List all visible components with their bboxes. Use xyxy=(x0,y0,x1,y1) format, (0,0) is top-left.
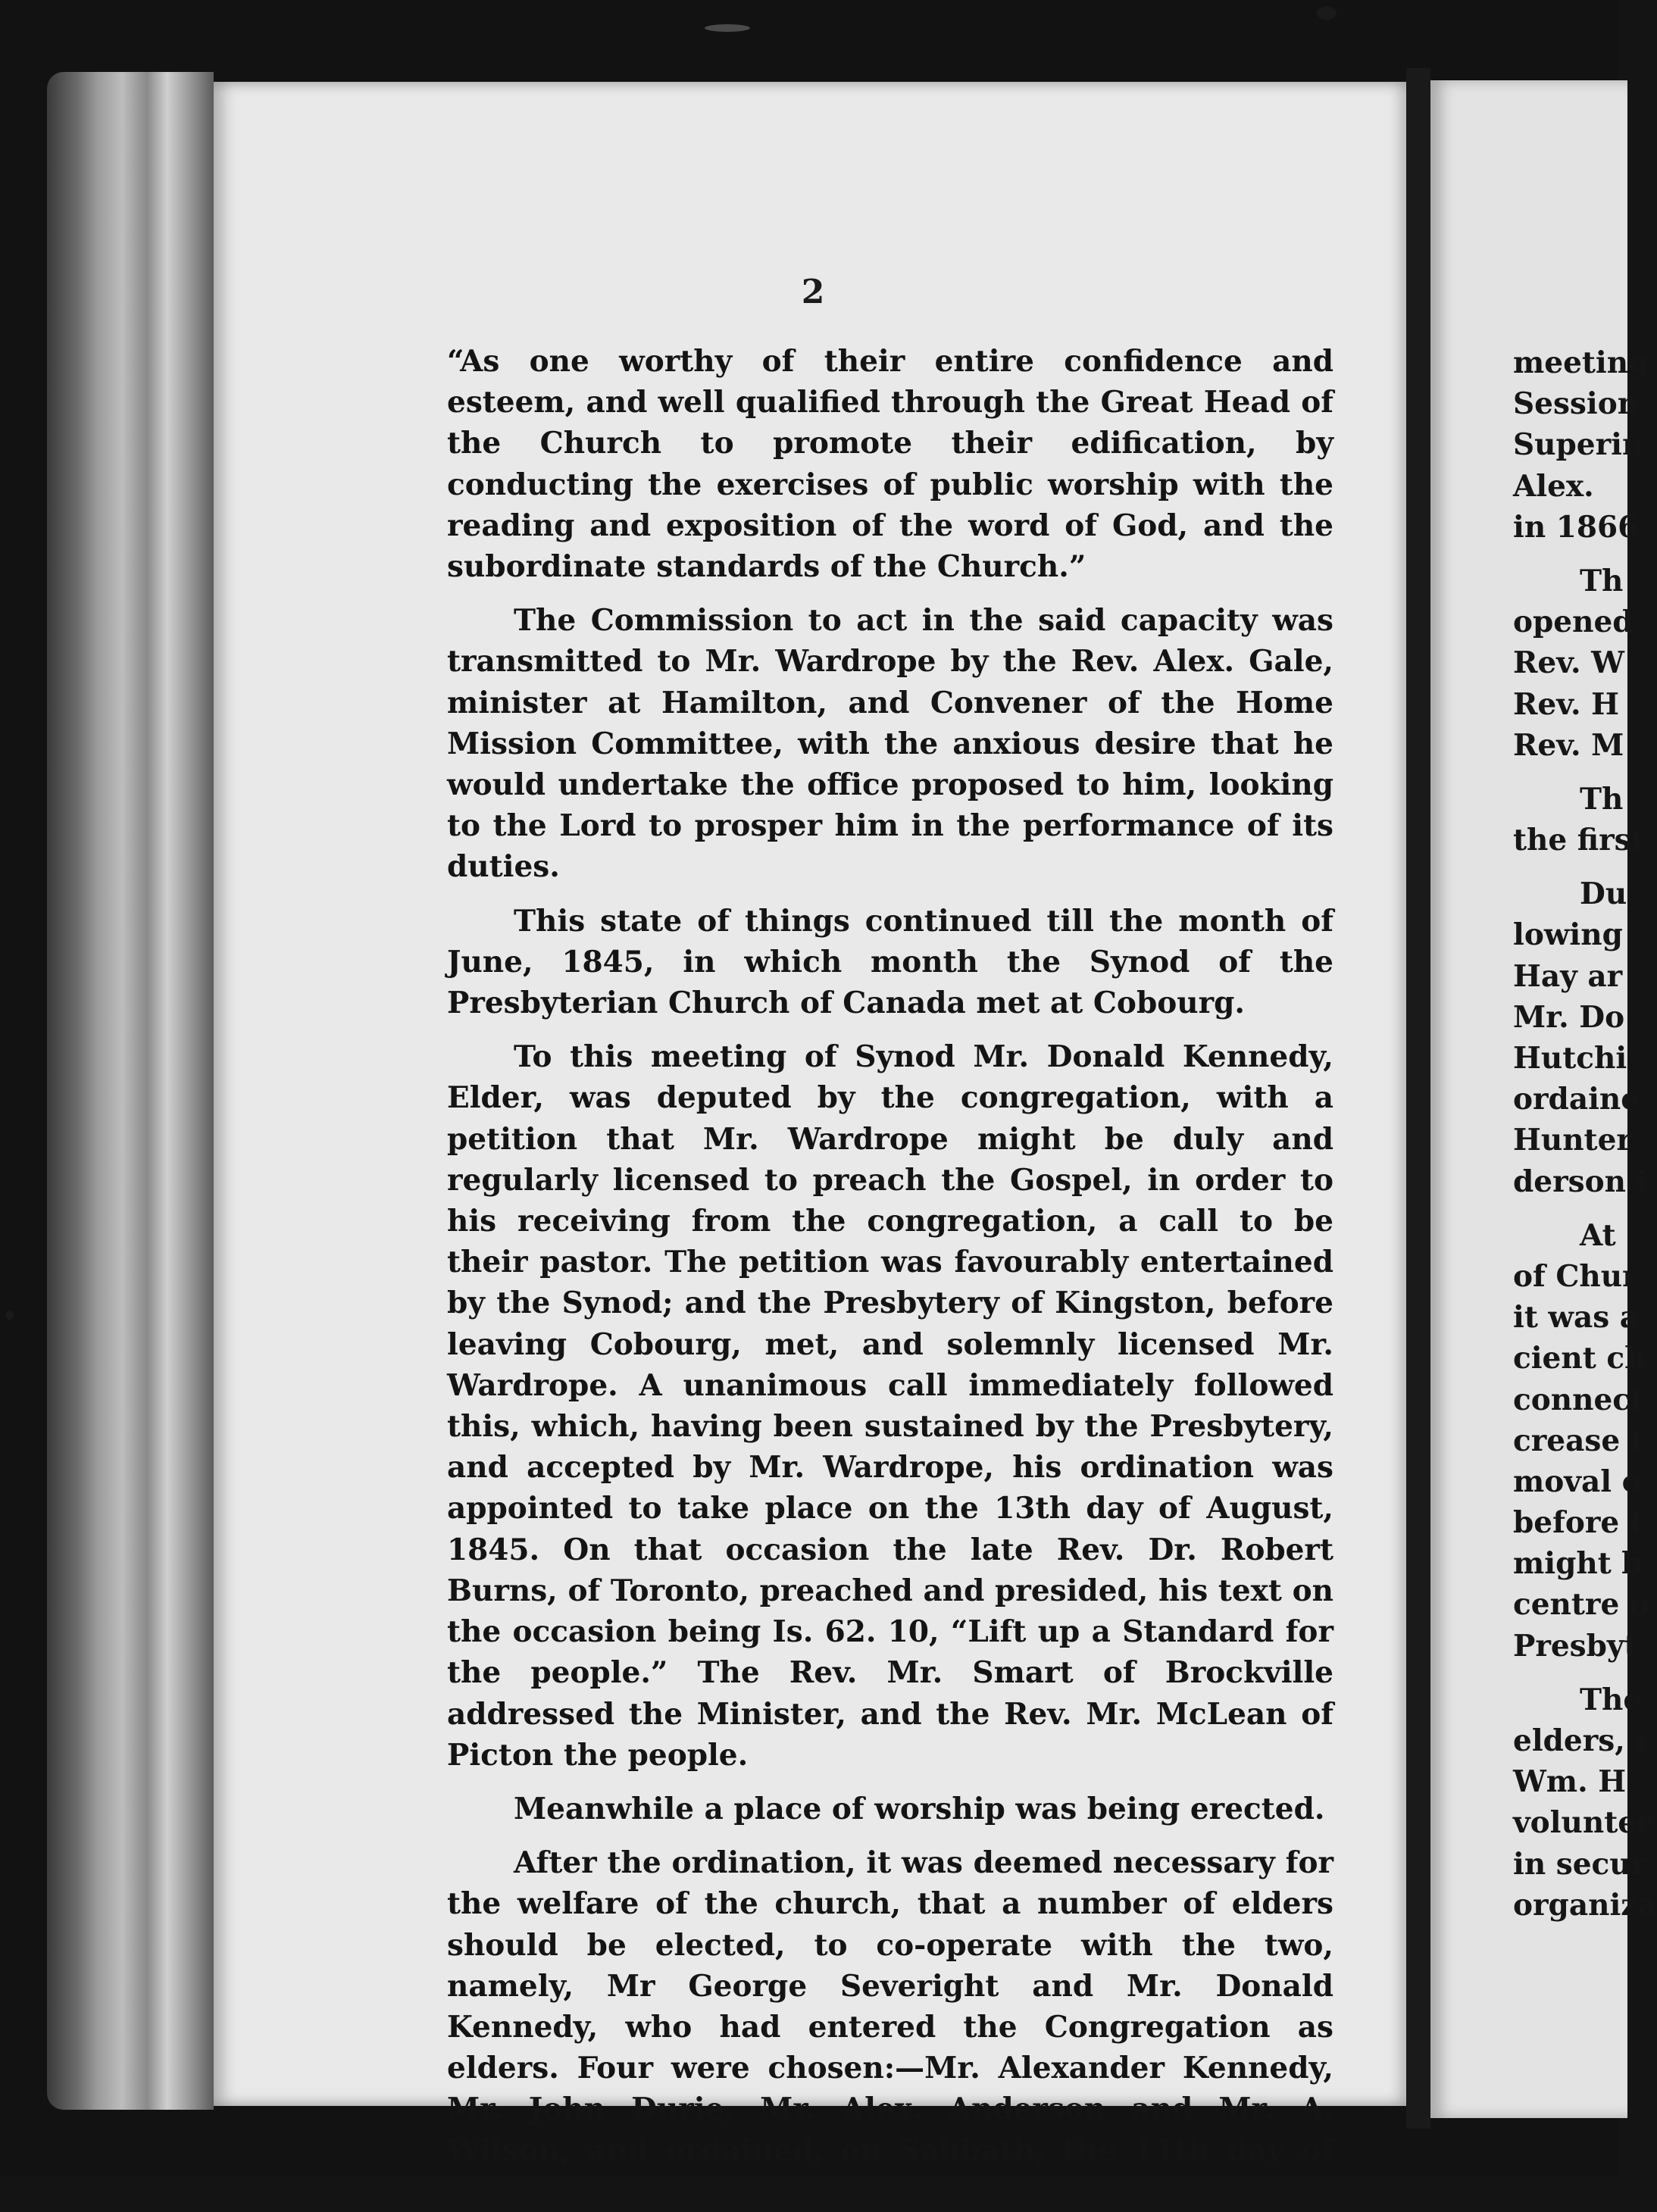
paragraph-quote: “As one worthy of their entire confidence and esteem, and well qualified through the Great Head of the Church to promote their edification, by conducting the exercises of public worship with the reading and exposition of the word of God, and the subordinate standards of the Church.” xyxy=(447,344,1333,585)
facing-page-line: Du xyxy=(1580,876,1627,912)
facing-page-line: derson i xyxy=(1513,1164,1648,1199)
paragraph-gap xyxy=(1513,548,1634,561)
facing-page-line: in secur xyxy=(1513,1846,1647,1882)
book-edge xyxy=(47,72,214,2110)
facing-page-line: ordaine xyxy=(1513,1082,1640,1117)
facing-page-line: Alex. xyxy=(1513,468,1594,504)
facing-page-line: Hutchi xyxy=(1513,1041,1627,1076)
paragraph-gap xyxy=(1513,1202,1634,1215)
facing-page-line: Superin xyxy=(1513,427,1644,463)
page-body-text xyxy=(447,341,1333,2212)
facing-page-line: in 1866 xyxy=(1513,509,1639,545)
facing-page-line: Session xyxy=(1513,386,1640,422)
facing-page-line: Hay ar xyxy=(1513,958,1623,994)
facing-page-line: of Chur xyxy=(1513,1258,1638,1294)
paragraph-gap xyxy=(1513,1667,1634,1679)
paragraph: After the ordination, it was deemed necessary for the welfare of the church, that a number of elders should be elected, to co-operate with the two, namely, Mr George Severight and Mr. Donald Kennedy, who had entered the Congregation as elders. Four were chosen:—Mr. Alexander Kennedy, Mr. John Durie, Mr. Alex. Anderson and Mr. A. Wilson, and ordained, on Sabbath, the 11th day of December, 1845. At the xyxy=(447,1845,1333,2209)
facing-page-line: before t xyxy=(1513,1505,1643,1541)
facing-page-line: lowing xyxy=(1513,917,1623,953)
facing-page-line: meeting xyxy=(1513,345,1649,380)
facing-page-line: opened xyxy=(1513,605,1634,640)
page-number: 2 xyxy=(801,273,825,311)
book-gutter xyxy=(1406,68,1430,2129)
facing-page-line: Presbyt xyxy=(1513,1628,1638,1664)
facing-page-line: might b xyxy=(1513,1546,1643,1582)
facing-page-line: Rev. W xyxy=(1513,645,1624,681)
facing-page-line: Hunter xyxy=(1513,1123,1632,1158)
facing-page-line: crease t xyxy=(1513,1423,1644,1458)
facing-page-line: Rev. M xyxy=(1513,727,1624,763)
facing-page-text xyxy=(1513,342,1657,1926)
scan-speck xyxy=(6,1311,14,1320)
paragraph: This state of things continued till the month of June, 1845, in which month the Synod of the Presbyterian Church of Canada met at Cobourg. xyxy=(447,903,1333,1021)
facing-page-line: The xyxy=(1580,1682,1643,1717)
facing-page-line: it was a xyxy=(1513,1300,1640,1336)
facing-page-line: voluntee xyxy=(1513,1805,1655,1841)
facing-page-line: cient ch xyxy=(1513,1341,1646,1376)
facing-page-line: moval o xyxy=(1513,1464,1642,1499)
paragraph: The Commission to act in the said capacity was transmitted to Mr. Wardrope by the Rev. Alex. Gale, minister at Hamilton, and Convener of the Home Mission Committee, with the anxious desire that he would undertake the office proposed to him, looking to the Lord to prosper him in the performance of its duties. xyxy=(447,603,1333,885)
facing-page-line: Mr. Do xyxy=(1513,999,1625,1035)
facing-page-line: centre o xyxy=(1513,1587,1649,1623)
facing-page-line: connect xyxy=(1513,1382,1645,1417)
paragraph-gap xyxy=(1513,861,1634,873)
paragraph-gap xyxy=(1513,766,1634,779)
facing-page-line: At xyxy=(1580,1217,1616,1253)
facing-page-line: elders, r xyxy=(1513,1723,1651,1758)
facing-page-line: Wm. H xyxy=(1513,1764,1627,1800)
paragraph: To this meeting of Synod Mr. Donald Kennedy, Elder, was deputed by the congregation, with a petition that Mr. Wardrope might be duly and regularly licensed to preach the Gospel, in order to his receiving from the congregation, a call to be their pastor. The petition was favourably entertained by the Synod; and the Presbytery of Kingston, before leaving Cobourg, met, and solemnly licensed Mr. Wardrope. A unanimous call immediately followed this, which, having been sustained by the Presbytery, and accepted by Mr. Wardrope, his ordination was appointed to take place on the 13th day of August, 1845. On that occasion the late Rev. Dr. Robert Burns, of Toronto, preached and presided, his text on the occasion being Is. 62. 10, “Lift up a Standard for the people.” The Rev. Mr. Smart of Brockville addressed the Minister, and the Rev. Mr. McLean of Picton the people. xyxy=(447,1039,1333,1773)
facing-page-line: organiza xyxy=(1513,1887,1657,1923)
facing-page-line: Th xyxy=(1580,563,1624,598)
scan-speck xyxy=(705,24,750,32)
facing-page-line: the first xyxy=(1513,823,1645,858)
scan-speck xyxy=(1317,6,1337,20)
facing-page-line: Th xyxy=(1580,781,1624,817)
facing-page-line: Rev. H xyxy=(1513,686,1619,722)
paragraph: Meanwhile a place of worship was being erected. xyxy=(514,1791,1325,1826)
